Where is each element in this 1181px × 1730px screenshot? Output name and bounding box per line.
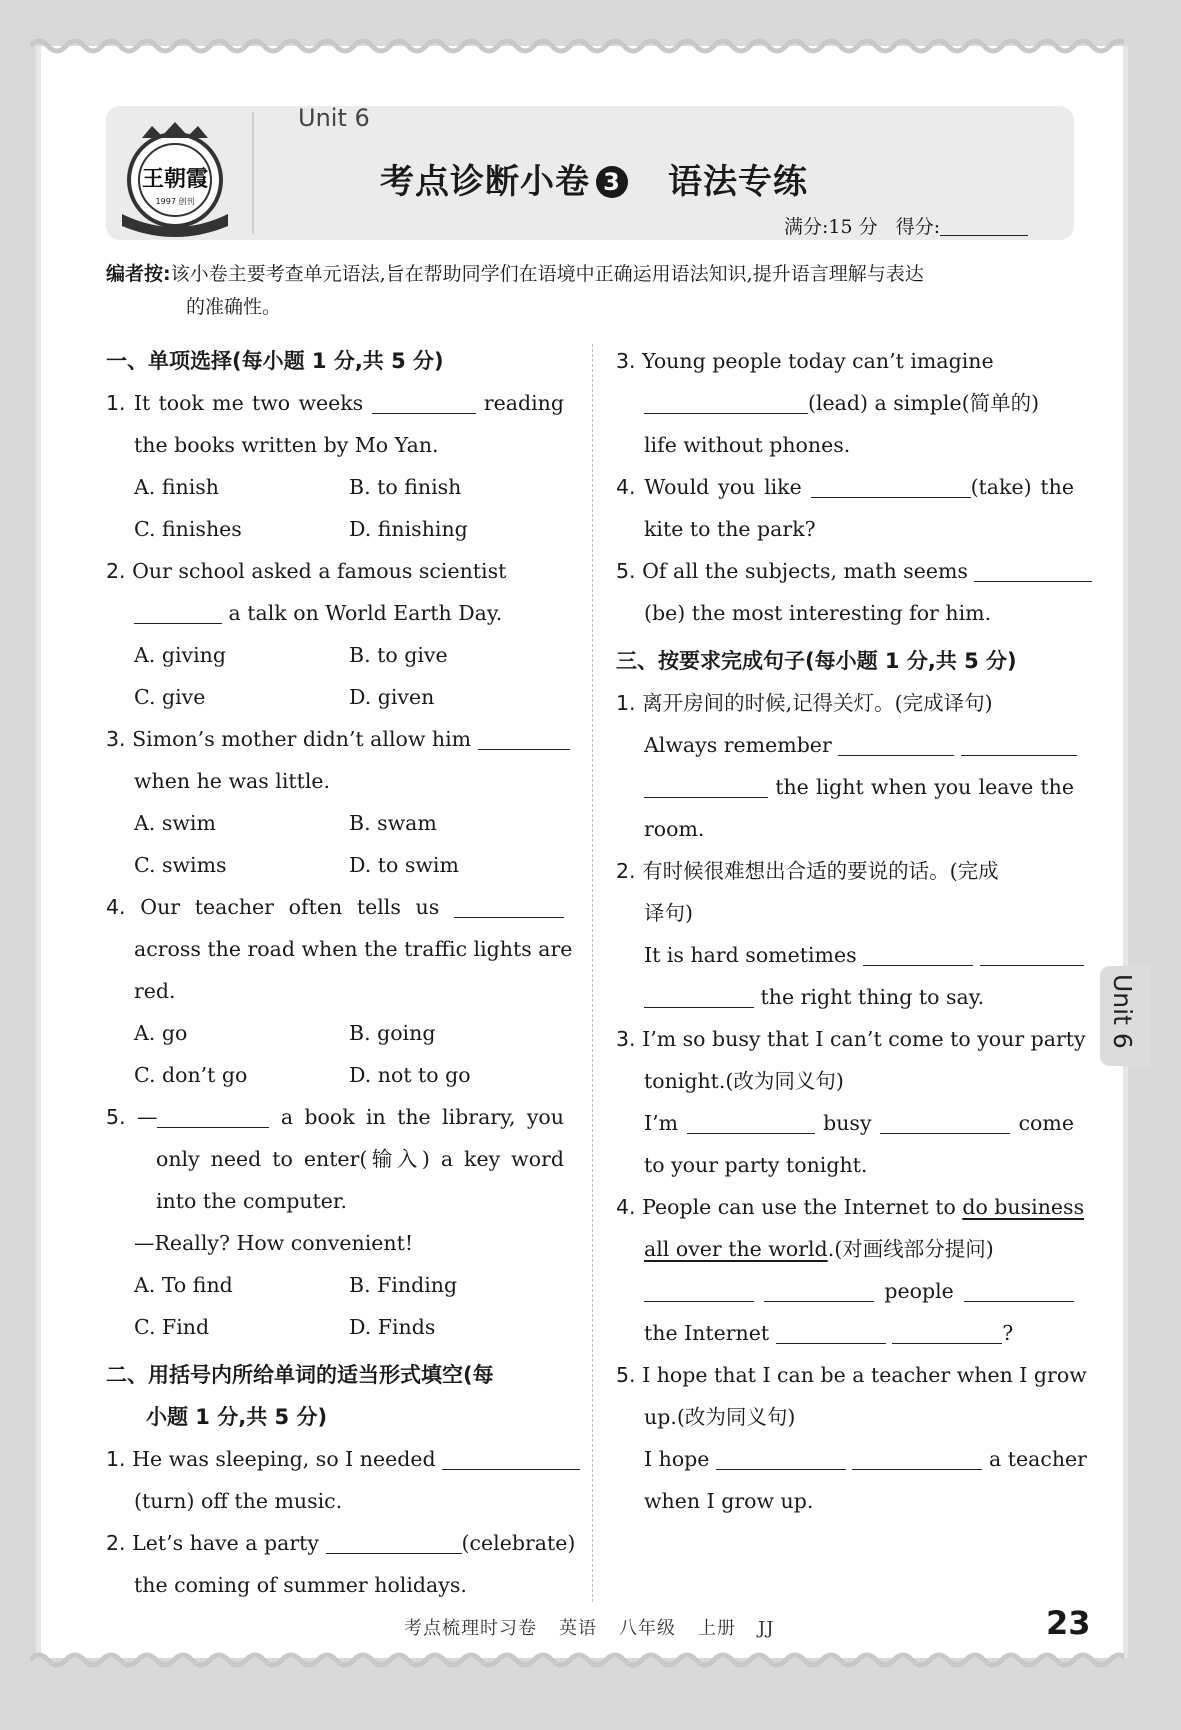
unit-side-tab: Unit 6	[1100, 966, 1150, 1066]
answer-blank[interactable]	[134, 603, 222, 624]
right-column	[616, 340, 1087, 1522]
score-line: 满分:15 分 得分:	[784, 212, 1028, 239]
s2-question-3: 3. Young people today can’t imagine (lead) a simple(简单的) life without phones.	[616, 349, 1040, 457]
option[interactable]: D. finishing	[349, 517, 468, 541]
answer-blank[interactable]	[372, 393, 476, 414]
option[interactable]: C. Find	[134, 1315, 210, 1339]
option[interactable]: B. to give	[349, 643, 448, 667]
option[interactable]: A. To find	[134, 1273, 233, 1297]
answer-blank[interactable]	[852, 1449, 982, 1470]
option[interactable]: C. swims	[134, 853, 227, 877]
publisher-seal-logo	[116, 118, 234, 238]
option[interactable]: A. swim	[134, 811, 216, 835]
option[interactable]: A. go	[134, 1021, 188, 1045]
answer-blank[interactable]	[644, 1281, 754, 1302]
answer-blank[interactable]	[980, 945, 1084, 966]
wavy-border-bottom	[30, 1650, 1124, 1670]
section2-title: 二、用括号内所给单词的适当形式填空(每 小题 1 分,共 5 分)	[106, 1363, 494, 1429]
underlined-phrase: do business	[962, 1195, 1085, 1219]
option[interactable]: B. swam	[349, 811, 437, 835]
answer-blank[interactable]	[776, 1323, 886, 1344]
answer-blank[interactable]	[157, 1107, 269, 1128]
option[interactable]: D. not to go	[349, 1063, 471, 1087]
s2-question-4: 4. Would you like (take) the kite to the park?	[616, 475, 1074, 541]
score-blank[interactable]	[940, 217, 1028, 236]
answer-blank[interactable]	[764, 1281, 874, 1302]
s2-question-2: 2. Let’s have a party (celebrate) the coming of summer holidays.	[106, 1531, 576, 1597]
s1-question-4: 4. Our teacher often tells us across the road when the traffic lights are red. A. go B. going C. don’t go D. not to go	[106, 886, 564, 1096]
column-divider	[592, 344, 593, 1602]
svg-text:王朝霞: 王朝霞	[141, 166, 209, 192]
option[interactable]: A. finish	[134, 475, 219, 499]
option[interactable]: D. Finds	[349, 1315, 436, 1339]
answer-blank[interactable]	[326, 1533, 462, 1554]
answer-blank[interactable]	[863, 945, 973, 966]
answer-blank[interactable]	[880, 1113, 1010, 1134]
answer-blank[interactable]	[478, 729, 570, 750]
left-column	[106, 340, 576, 1606]
page-title: 考点诊断小卷 3 语法专练	[380, 162, 808, 202]
option[interactable]: D. given	[349, 685, 435, 709]
answer-blank[interactable]	[892, 1323, 1002, 1344]
unit-label: Unit 6	[298, 104, 370, 132]
page-number: 23	[1046, 1604, 1091, 1642]
answer-blank[interactable]	[454, 897, 564, 918]
s3-question-2: 2. 有时候很难想出合适的要说的话。(完成 译句) It is hard sometimes the right thing to say.	[616, 850, 1074, 1018]
s3-question-5: 5. I hope that I can be a teacher when I grow up.(改为同义句) I hope a teacher when I grow up.	[616, 1363, 1087, 1513]
s3-question-3: 3. I’m so busy that I can’t come to your party tonight.(改为同义句) I’m busy come to your party tonight.	[616, 1027, 1086, 1177]
wavy-border-top	[30, 36, 1124, 56]
title-number-badge: 3	[596, 166, 628, 198]
s2-question-1: 1. He was sleeping, so I needed (turn) off the music.	[106, 1438, 564, 1522]
answer-blank[interactable]	[644, 777, 768, 798]
answer-blank[interactable]	[838, 735, 954, 756]
answer-blank[interactable]	[442, 1449, 580, 1470]
s3-question-1: 1. 离开房间的时候,记得关灯。(完成译句) Always remember the light when you leave the room.	[616, 682, 1074, 850]
s1-question-1: 1. It took me two weeks reading the books written by Mo Yan. A. finish B. to finish C. finishes D. finishing	[106, 382, 564, 550]
s1-question-2: 2. Our school asked a famous scientist a talk on World Earth Day. A. giving B. to give C. give D. given	[106, 550, 564, 718]
underlined-phrase: all over the world	[644, 1237, 828, 1261]
answer-blank[interactable]	[644, 987, 754, 1008]
s3-question-4: 4. People can use the Internet to do business all over the world.(对画线部分提问) people the Internet ?	[616, 1195, 1085, 1345]
option[interactable]: B. going	[349, 1021, 436, 1045]
answer-blank[interactable]	[961, 735, 1077, 756]
answer-blank[interactable]	[644, 393, 808, 414]
option[interactable]: B. Finding	[349, 1273, 458, 1297]
option[interactable]: C. finishes	[134, 517, 242, 541]
answer-blank[interactable]	[716, 1449, 846, 1470]
answer-blank[interactable]	[964, 1281, 1074, 1302]
s1-question-5: 5. — a book in the library, you only need to enter(输入) a key word into the computer. —Really? How convenient! A. To find B. Finding C. Find D. Finds	[106, 1096, 564, 1348]
option[interactable]: C. don’t go	[134, 1063, 248, 1087]
section3-title: 三、按要求完成句子(每小题 1 分,共 5 分)	[616, 649, 1017, 673]
section1-title: 一、单项选择(每小题 1 分,共 5 分)	[106, 349, 444, 373]
option[interactable]: D. to swim	[349, 853, 459, 877]
s2-question-5: 5. Of all the subjects, math seems (be) the most interesting for him.	[616, 550, 1074, 634]
answer-blank[interactable]	[974, 561, 1092, 582]
option[interactable]: A. giving	[134, 643, 226, 667]
editor-note: 编者按:该小卷主要考查单元语法,旨在帮助同学们在语境中正确运用语法知识,提升语言理解与表达 的准确性。	[106, 263, 924, 318]
svg-text:1997 创刊: 1997 创刊	[155, 197, 195, 206]
answer-blank[interactable]	[687, 1113, 815, 1134]
option[interactable]: C. give	[134, 685, 206, 709]
answer-blank[interactable]	[811, 477, 971, 498]
option[interactable]: B. to finish	[349, 475, 462, 499]
s1-question-3: 3. Simon’s mother didn’t allow him when he was little. A. swim B. swam C. swims D. to swim	[106, 718, 564, 886]
page-footer: 考点梳理时习卷 英语 八年级 上册 JJ	[404, 1618, 775, 1639]
seal-divider	[252, 112, 254, 234]
